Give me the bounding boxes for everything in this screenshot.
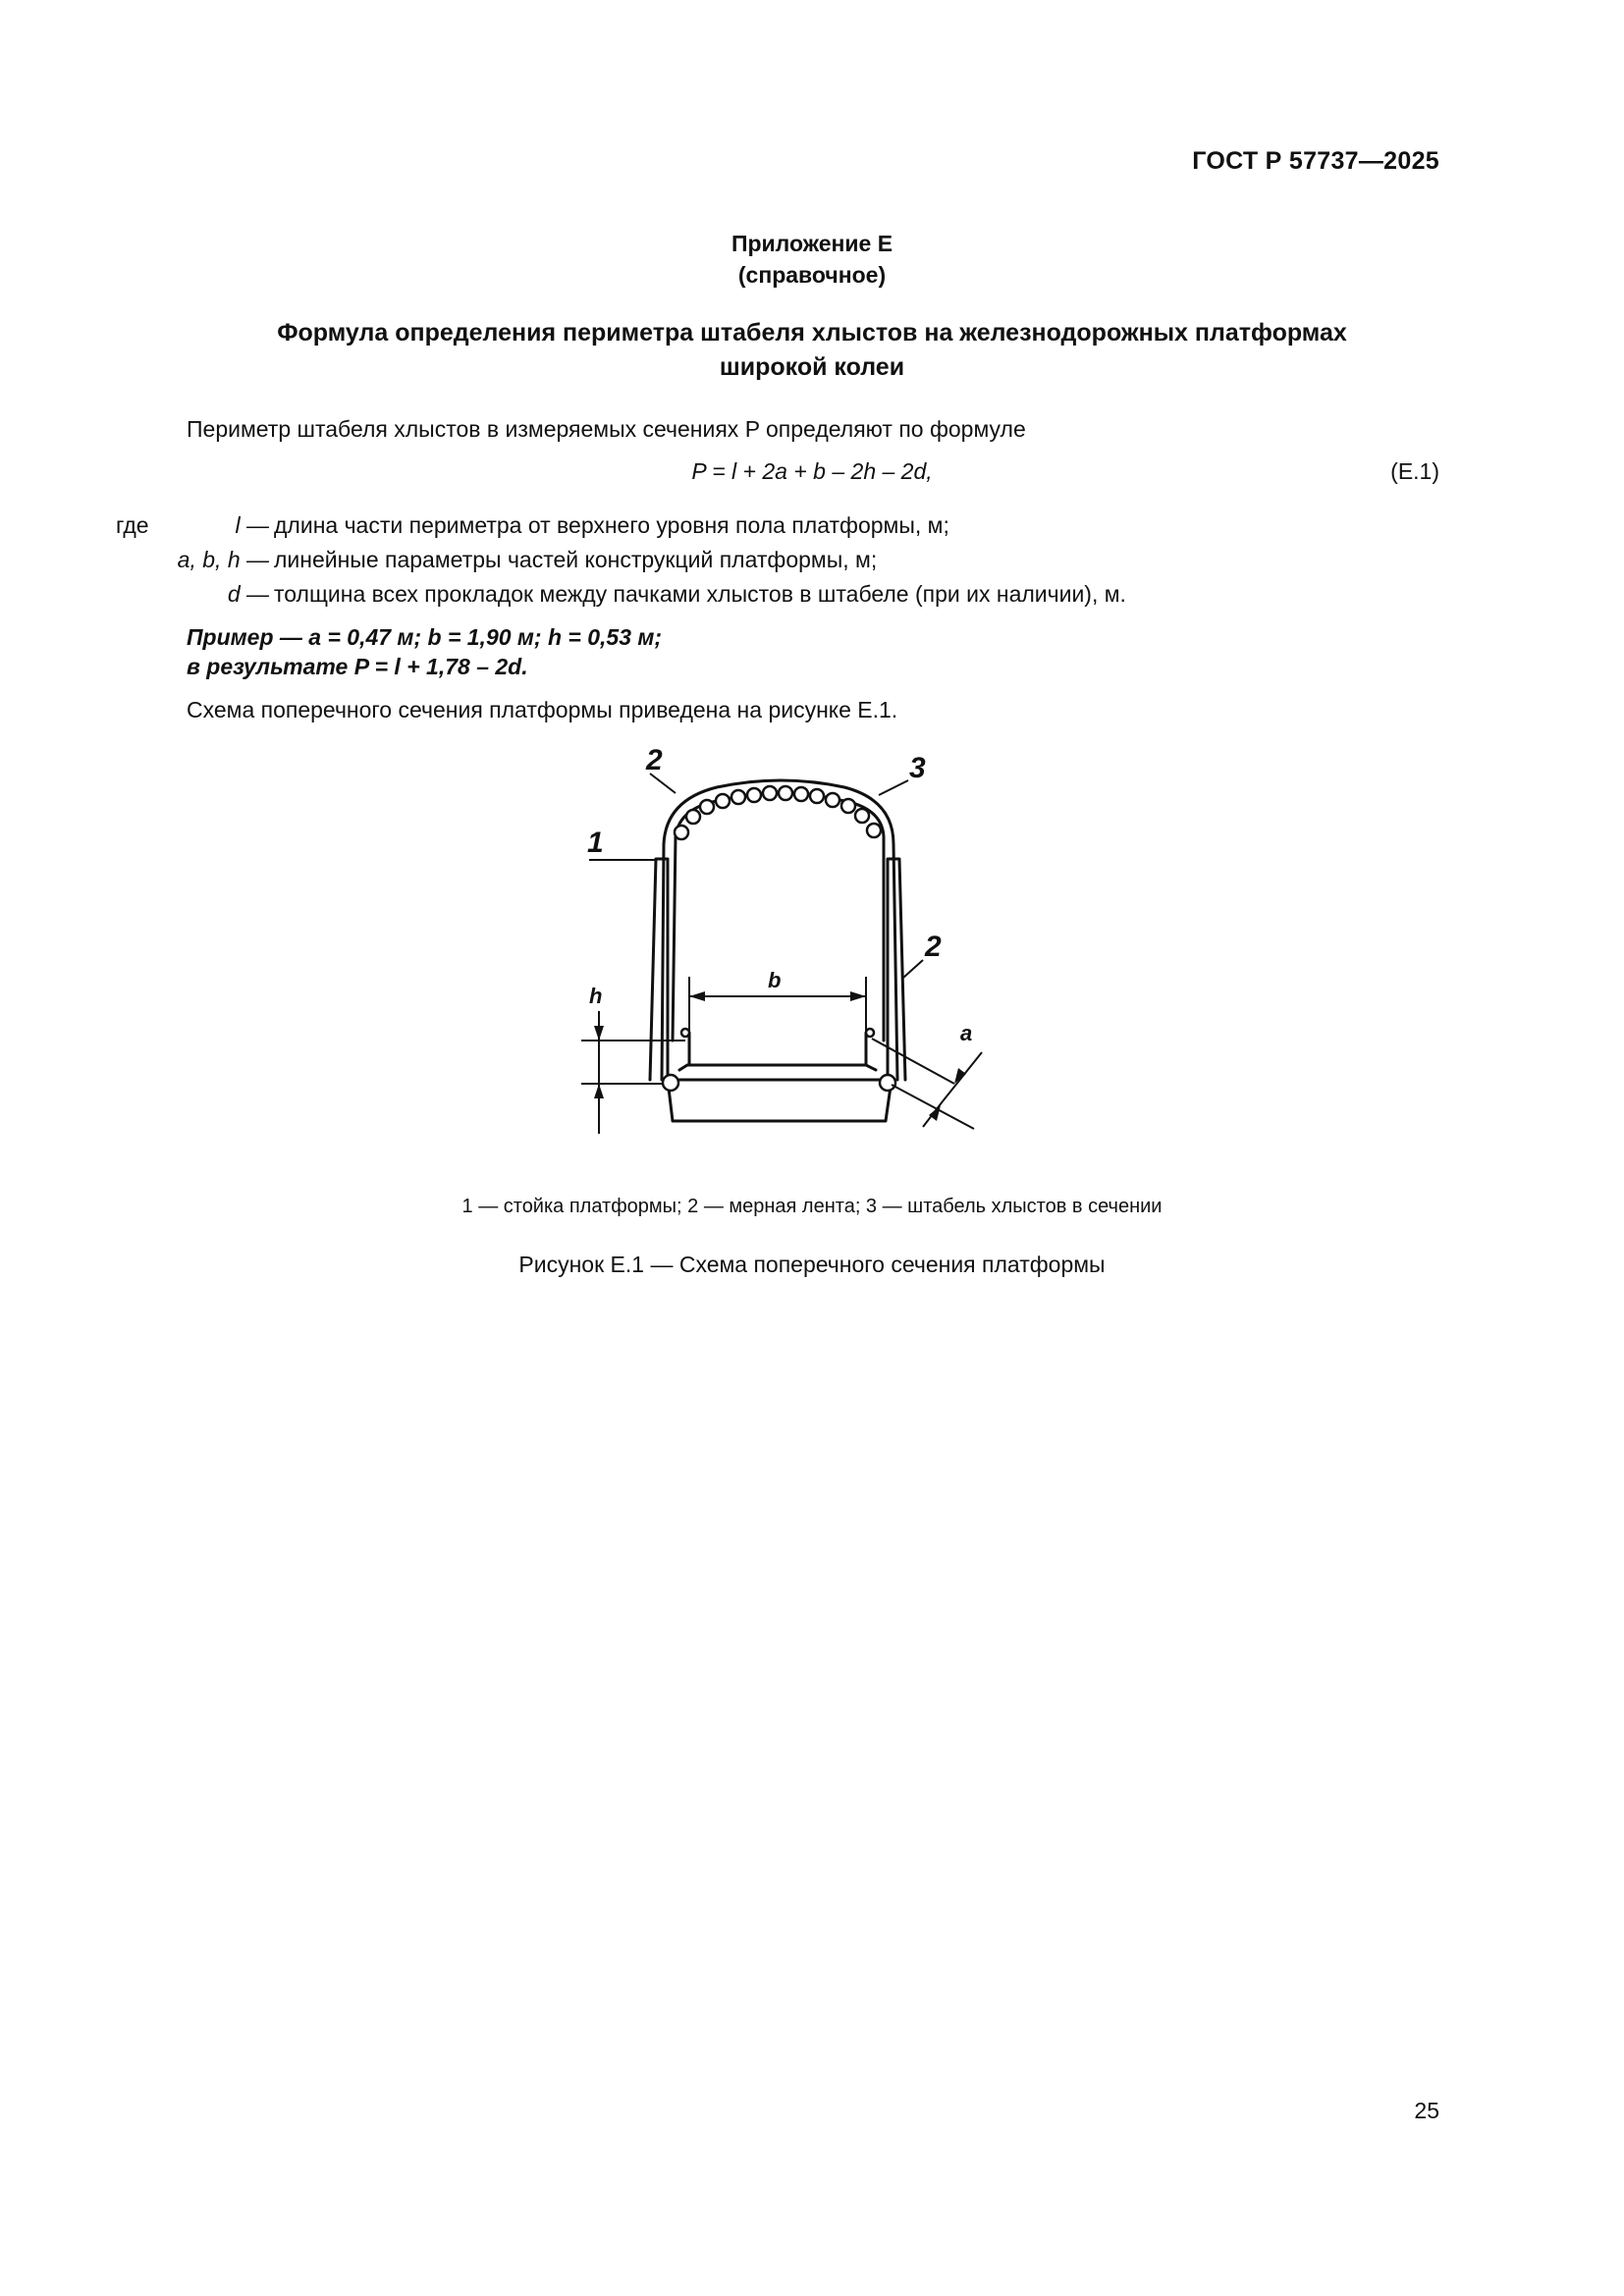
h-arrow-bottom [594, 1084, 604, 1098]
corner-peg [663, 1075, 678, 1091]
corner-peg [866, 1029, 874, 1037]
example-line2: в результате P = l + 1,78 – 2d. [187, 654, 528, 679]
left-stand [650, 859, 668, 1080]
label-stack: 3 [909, 752, 926, 784]
log [747, 788, 761, 802]
corner-peg [880, 1075, 895, 1091]
where-text: длина части периметра от верхнего уровня пола платформы, м; [274, 512, 949, 538]
inner-floor [679, 1065, 876, 1070]
formula-number: (Е.1) [1390, 458, 1439, 484]
annex-title: Приложение Е [731, 231, 893, 256]
log [731, 790, 745, 804]
label-stand: 1 [587, 827, 604, 859]
leader-2-side [903, 960, 923, 978]
label-tape-side: 2 [925, 931, 942, 963]
platform-base [668, 1080, 892, 1121]
b-arrow-left [689, 991, 705, 1001]
figure-caption: Рисунок Е.1 — Схема поперечного сечения платформы [518, 1252, 1106, 1277]
where-symbol: l — [235, 512, 269, 538]
where-text: линейные параметры частей конструкций платформы, м; [274, 547, 878, 572]
where-symbol: a, b, h — [177, 547, 269, 572]
figure-legend: 1 — стойка платформы; 2 — мерная лента; 3 — штабель хлыстов в сечении [461, 1196, 1163, 1217]
annex-heading [0, 228, 1624, 291]
tape-line [662, 780, 897, 1080]
annex-status: (справочное) [737, 262, 887, 288]
a-arrow-top [954, 1068, 966, 1084]
log [716, 794, 730, 808]
figure-reference: Схема поперечного сечения платформы приведена на рисунке Е.1. [187, 697, 898, 722]
label-h: h [589, 984, 603, 1008]
log [841, 799, 855, 813]
log [810, 789, 824, 803]
b-arrow-right [850, 991, 866, 1001]
intro-paragraph: Периметр штабеля хлыстов в измеряемых сечениях P определяют по формуле [187, 416, 1026, 442]
log [779, 786, 792, 800]
where-word: где [116, 512, 149, 538]
log [675, 826, 688, 839]
log [855, 809, 869, 823]
label-b: b [768, 968, 782, 992]
log [794, 787, 808, 801]
corner-peg [681, 1029, 689, 1037]
section-title-line1: Формула определения периметра штабеля хлыстов на железнодорожных платформах [277, 319, 1347, 347]
leader-2-top [650, 774, 676, 793]
inner-floor-edge [689, 1033, 866, 1065]
log [686, 810, 700, 824]
leader-3 [879, 780, 908, 795]
formula [0, 458, 1624, 485]
section-title [0, 316, 1624, 385]
label-tape-top: 2 [646, 746, 663, 776]
example-line1: Пример — a = 0,47 м; b = 1,90 м; h = 0,53 м; [187, 624, 663, 650]
stack-outline [673, 793, 884, 1041]
log [763, 786, 777, 800]
a-ext-2 [892, 1085, 974, 1129]
formula-text: P = l + 2a + b – 2h – 2d, [691, 458, 933, 484]
page-number: 25 [1414, 2098, 1439, 2123]
h-arrow-top [594, 1026, 604, 1041]
document-header: ГОСТ Р 57737—2025 [1192, 147, 1439, 175]
section-title-line2: широкой колеи [719, 353, 905, 381]
log [826, 793, 839, 807]
log [867, 824, 881, 837]
where-symbol: d — [227, 581, 269, 607]
where-text: толщина всех прокладок между пачками хлыстов в штабеле (при их наличии), м. [274, 581, 1126, 607]
platform-cross-section-figure [560, 746, 1011, 1139]
label-a: a [960, 1021, 973, 1045]
log [700, 800, 714, 814]
